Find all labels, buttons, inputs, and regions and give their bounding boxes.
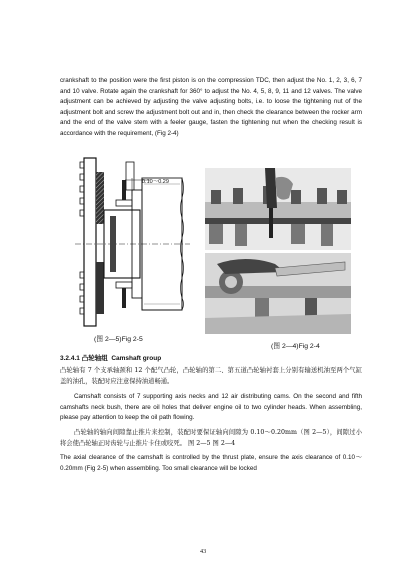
fig-2-4-caption: (图 2—4)Fig 2-4	[271, 343, 320, 350]
fig-2-5-caption: (图 2—5)Fig 2-5	[94, 336, 143, 343]
section-number: 3.2.4.1	[60, 355, 80, 362]
section-title-en: Camshaft group	[111, 355, 162, 362]
section-title-cn: 凸轮轴组	[81, 354, 108, 362]
axial-clearance-paragraph-en: The axial clearance of the camshaft is controlled by the thrust plate, ensure the axis clearance of 0.10～0.20mm (Fig 2-5) when assembling. Too small clearance will be locked	[60, 454, 362, 472]
page-number: 43	[200, 548, 207, 555]
section-heading	[60, 353, 161, 362]
camshaft-paragraph-en: Camshaft consists of 7 supporting axis necks and 12 air distributing cams. On the second and fifth camshafts neck bush, there are oil holes that deliver engine oil to two cylinder heads. When assembling, please pay attention to keep the oil path flowing.	[60, 393, 362, 422]
clearance-dimension-label: 0.10～0.29	[142, 179, 169, 185]
intro-paragraph: crankshaft to the position were the first piston is on the compression TDC, then adjust the No. 1, 2, 3, 6, 7 and 10 valve. Rotate again the crankshaft for 360° to adjust the No. 4, 5, 8, 9, 11 and 12 valves. The valve adjustment can be achieved by adjusting the valve adjusting bolts, i.e. to loose the tightening nut of the adjustment bolt and screw the adjustment bolt out and in, then check the clearance between the rocker arm and the end of the valve stem with a feeler gauge, fasten the tightening nut when the checking result is accordance with the requirement, (Fig 2-4)	[60, 77, 362, 137]
axial-clearance-paragraph-cn: 凸轮轴的轴向间隙靠止推片来控制，装配时要保证轴向间隙为 0.10～0.20mm（图 2—5），间隙过小将会使凸轮轴正时齿轮与止推片卡住或咬死。 图 2—5 图 2—4	[60, 429, 362, 447]
camshaft-paragraph-cn: 凸轮轴有 7 个支承轴颈和 12 个配气凸轮，凸轮轴的第二、第五道凸轮轴衬套上分别有输送机油至两个气缸盖的油孔，装配时应注意保持油道畅通。	[60, 367, 362, 385]
valve-adjustment-photo	[205, 168, 351, 334]
camshaft-gear-drawing	[70, 150, 192, 330]
